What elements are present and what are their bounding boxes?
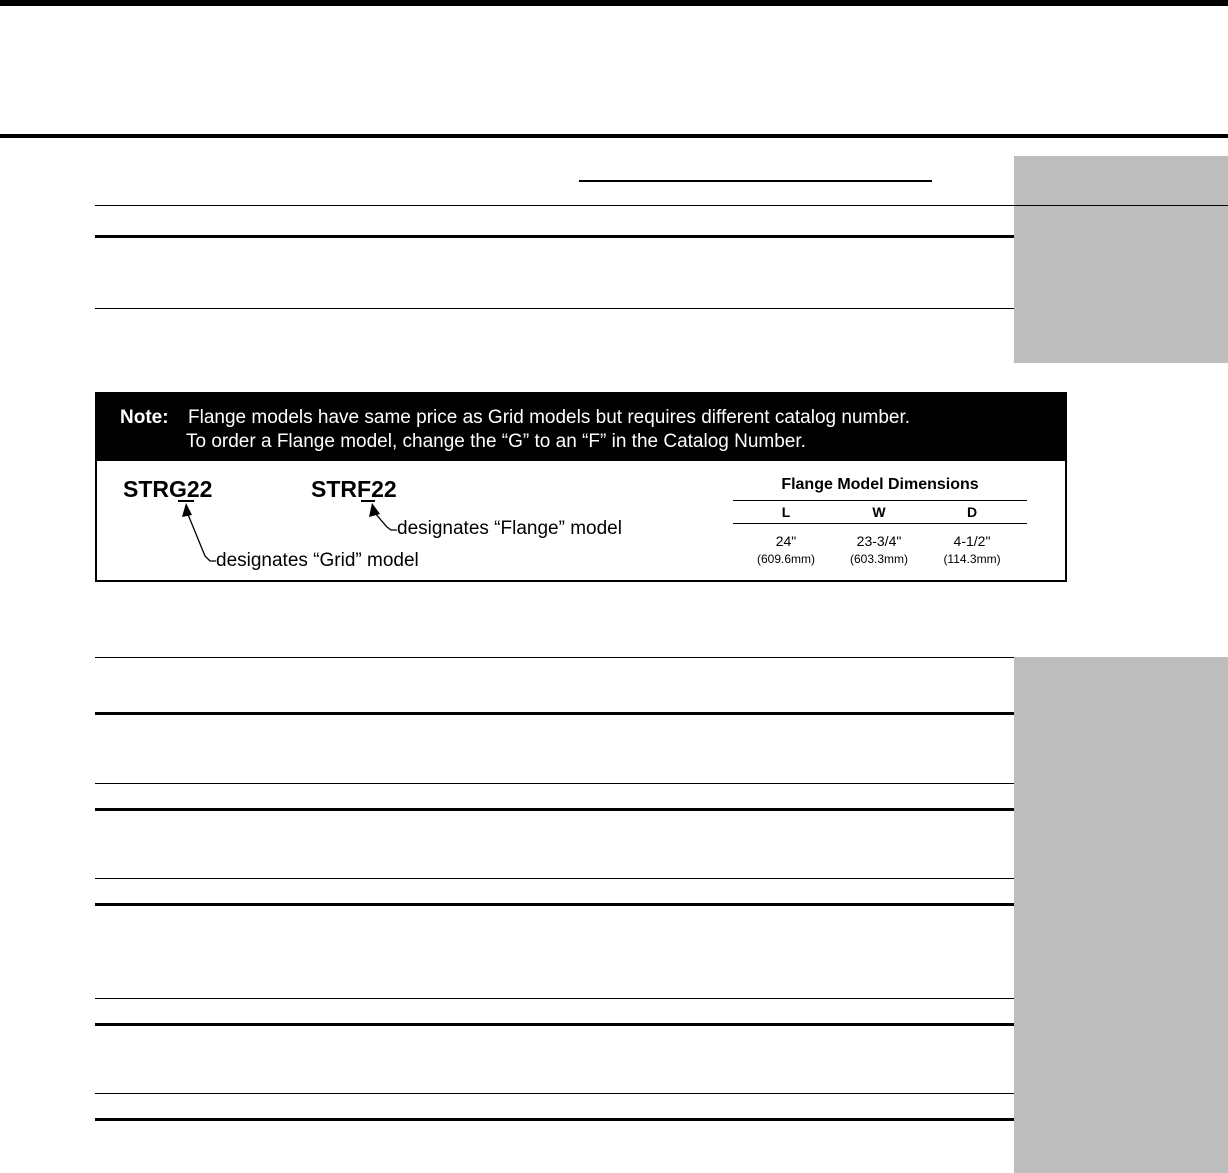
dimensions-rule [733,523,1027,524]
underline-rule [579,180,932,182]
table-rule [95,998,1014,999]
grid-model-prefix: STR [123,476,169,502]
note-text-line1: Flange models have same price as Grid models but requires different catalog number. [188,407,911,428]
note-header [97,394,1065,461]
header-rule [0,134,1228,138]
grid-designates-caption: designates “Grid” model [216,550,419,571]
dimension-head-w: W [872,504,886,520]
grid-model-suffix: 22 [186,476,213,502]
top-border [0,0,1228,6]
dimension-head-l: L [781,504,791,520]
flange-model-prefix: STR [311,476,357,502]
note-box [95,392,1067,582]
grid-model-letter: G [169,476,187,502]
dimension-metric-d: (114.3mm) [943,552,1001,566]
table-rule [95,657,1014,658]
dimensions-rule [733,500,1027,501]
sidebar-panel-top [1014,156,1228,363]
dimension-head-d: D [966,504,978,520]
table-rule [95,783,1014,784]
dimensions-title: Flange Model Dimensions [781,476,979,493]
table-rule [95,205,1228,206]
table-rule [95,1023,1014,1026]
dimension-metric-w: (603.3mm) [849,552,908,566]
dimension-value-w: 23-3/4" [856,533,902,549]
table-rule [95,808,1014,811]
table-rule [95,1118,1014,1121]
flange-model-suffix: 22 [371,476,397,502]
table-rule [95,878,1014,879]
flange-arrow-head [369,503,380,517]
table-rule [95,903,1014,906]
dimension-metric-l: (609.6mm) [756,552,815,566]
grid-arrow-head [182,503,192,517]
grid-leader-line [187,512,216,561]
note-text-line2: To order a Flange model, change the “G” to an “F” in the Catalog Number. [186,431,806,452]
table-rule [95,235,1014,238]
table-rule [95,308,1014,309]
dimension-value-l: 24" [775,533,797,549]
flange-leader-line [374,512,397,530]
flange-model-letter: F [357,476,372,502]
table-rule [95,712,1014,715]
dimension-value-d: 4-1/2" [953,533,991,549]
note-label: Note: [120,407,169,428]
flange-designates-caption: designates “Flange” model [397,518,622,539]
sidebar-panel-bottom [1014,657,1228,1173]
table-rule [95,1093,1014,1094]
